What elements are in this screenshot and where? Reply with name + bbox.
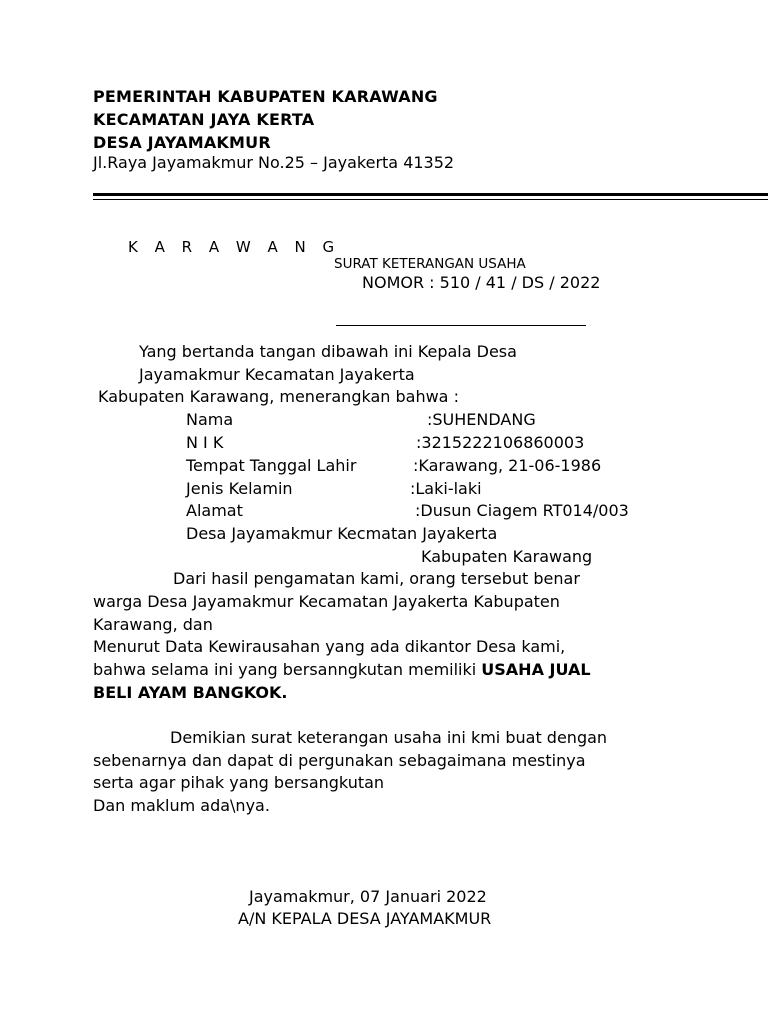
field-value-gender: :Laki-laki [410,479,482,498]
body1-line-3: Karawang, dan [93,615,213,634]
field-label-gender: Jenis Kelamin [186,479,293,498]
field-value-nik: :3215222106860003 [416,433,585,452]
body1-line-4: Menurut Data Kewirausahan yang ada dikantor Desa kami, [93,637,566,656]
field-label-ttl: Tempat Tanggal Lahir [186,456,357,475]
header-address: Jl.Raya Jayamakmur No.25 – Jayakerta 41352 [93,153,455,172]
letter-title: SURAT KETERANGAN USAHA [334,256,526,272]
field-value-address: :Dusun Ciagem RT014/003 [415,501,629,520]
field-value-nama: :SUHENDANG [427,410,536,429]
title-underline [336,325,586,326]
body1-line-5-text: bahwa selama ini yang bersanngkutan memiliki [93,660,482,679]
body2-line-4: Dan maklum ada\nya. [93,796,270,815]
intro-line-2: Jayamakmur Kecamatan Jayakerta [139,365,415,384]
closing-signatory: A/N KEPALA DESA JAYAMAKMUR [238,909,492,928]
field-label-nik: N I K [186,433,224,452]
header-rule-thick [93,193,768,196]
header-village: DESA JAYAMAKMUR [93,133,271,152]
city-heading: K A R A W A N G [128,238,341,256]
body1-line-1: Dari hasil pengamatan kami, orang tersebut benar [173,569,580,588]
address-cont-line-2: Kabupaten Karawang [421,547,593,566]
field-label-nama: Nama [186,410,234,429]
header-district: KECAMATAN JAYA KERTA [93,110,315,129]
body2-line-1: Demikian surat keterangan usaha ini kmi buat dengan [170,728,608,747]
body1-line-6 [93,683,287,702]
body1-line-5 [93,660,591,679]
body1-line-2: warga Desa Jayamakmur Kecamatan Jayakerta Kabupaten [93,592,560,611]
field-value-ttl: :Karawang, 21-06-1986 [413,456,602,475]
field-label-address: Alamat [186,501,243,520]
letter-number: NOMOR : 510 / 41 / DS / 2022 [362,273,601,292]
intro-line-1: Yang bertanda tangan dibawah ini Kepala Desa [139,342,517,361]
business-type-bold-1: USAHA JUAL [481,660,591,679]
business-type-bold-2: BELI AYAM BANGKOK. [93,683,288,702]
closing-place-date: Jayamakmur, 07 Januari 2022 [249,887,487,906]
intro-line-3: Kabupaten Karawang, menerangkan bahwa : [98,387,459,406]
body2-line-2: sebenarnya dan dapat di pergunakan sebagaimana mestinya [93,751,586,770]
body2-line-3: serta agar pihak yang bersangkutan [93,773,385,792]
address-cont-line-1: Desa Jayamakmur Kecmatan Jayakerta [186,524,498,543]
header-government: PEMERINTAH KABUPATEN KARAWANG [93,87,438,106]
header-rule-thin [93,199,768,200]
